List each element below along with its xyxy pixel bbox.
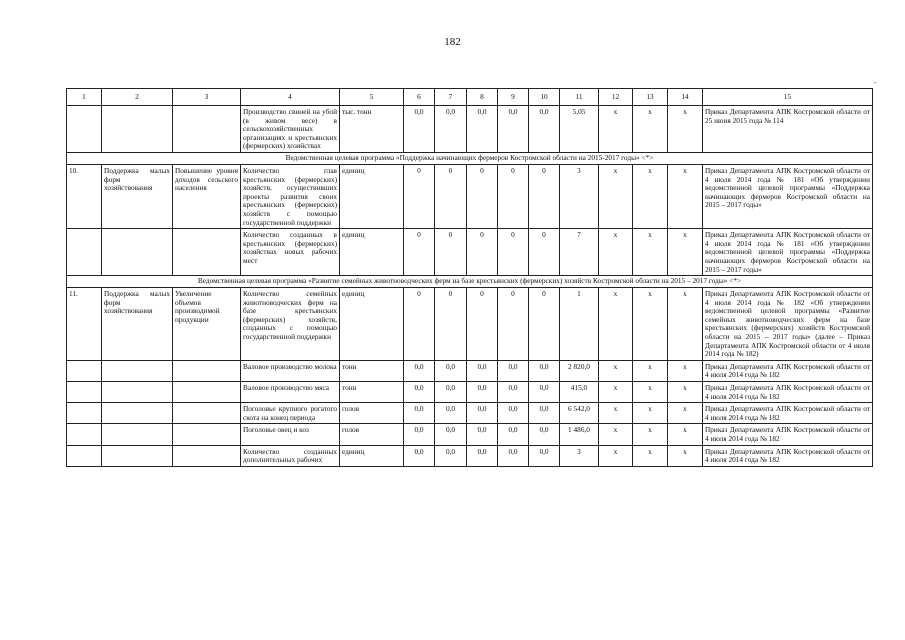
column-header: 13 [633, 89, 668, 106]
row-number [67, 106, 102, 153]
value-cell: 0,0 [467, 445, 498, 466]
goal-cell [173, 382, 241, 403]
goal-cell [173, 403, 241, 424]
value-cell: 0,0 [467, 106, 498, 153]
column-header: 12 [599, 89, 633, 106]
row-number [67, 382, 102, 403]
direction-cell [102, 403, 173, 424]
value-cell: 0 [435, 164, 467, 228]
table-row [67, 164, 873, 228]
value-cell: x [668, 424, 703, 445]
value-cell: 0,0 [498, 403, 529, 424]
value-cell: 0,0 [498, 382, 529, 403]
source-cell: Приказ Департамента АПК Костромской области от 4 июля 2014 года № 182 [703, 445, 873, 466]
value-cell: 0,0 [435, 382, 467, 403]
indicator-cell: Количество созданных в крестьянских (фермерских) хозяйствах новых рабочих мест [241, 229, 340, 276]
value-cell: 0,0 [498, 445, 529, 466]
value-cell: 0,0 [435, 106, 467, 153]
value-cell: 0 [467, 288, 498, 361]
value-cell: 5,05 [560, 106, 599, 153]
value-cell: x [633, 106, 668, 153]
value-cell: 0,0 [529, 106, 560, 153]
value-cell: 0 [529, 164, 560, 228]
value-cell: 0,0 [404, 403, 435, 424]
value-cell: 0,0 [467, 382, 498, 403]
goal-cell: Увеличение объемов производимой продукции [173, 288, 241, 361]
column-header: 5 [340, 89, 404, 106]
value-cell: x [668, 164, 703, 228]
row-number [67, 360, 102, 381]
unit-cell: единиц [340, 164, 404, 228]
value-cell: 0,0 [435, 403, 467, 424]
value-cell: 0,0 [435, 445, 467, 466]
program-heading-row [67, 276, 873, 288]
direction-cell [102, 229, 173, 276]
program-heading-row [67, 152, 873, 164]
source-cell: Приказ Департамента АПК Костромской области от 4 июля 2014 года № 182 [703, 382, 873, 403]
value-cell: 0 [498, 288, 529, 361]
value-cell: 1 [560, 288, 599, 361]
value-cell: x [633, 382, 668, 403]
value-cell: 0,0 [529, 424, 560, 445]
table-row [67, 424, 873, 445]
unit-cell: тыс. тонн [340, 106, 404, 153]
column-header: 10 [529, 89, 560, 106]
value-cell: x [599, 445, 633, 466]
source-cell: Приказ Департамента АПК Костромской области от 4 июля 2014 года № 182 [703, 424, 873, 445]
value-cell: x [668, 403, 703, 424]
value-cell: x [599, 403, 633, 424]
value-cell: 0 [529, 229, 560, 276]
indicator-cell: Поголовье крупного рогатого скота на конец периода [241, 403, 340, 424]
column-header: 9 [498, 89, 529, 106]
direction-cell [102, 360, 173, 381]
value-cell: x [633, 164, 668, 228]
value-cell: x [633, 445, 668, 466]
value-cell: x [599, 424, 633, 445]
table-row [67, 229, 873, 276]
value-cell: 3 [560, 445, 599, 466]
source-cell: Приказ Департамента АПК Костромской области от 4 июля 2014 года № 182 [703, 360, 873, 381]
source-cell: Приказ Департамента АПК Костромской области от 4 июля 2014 года № 182 [703, 403, 873, 424]
value-cell: 0,0 [467, 403, 498, 424]
value-cell: 6 542,0 [560, 403, 599, 424]
source-cell: Приказ Департамента АПК Костромской области от 25 июня 2015 года № 114 [703, 106, 873, 153]
value-cell: 0,0 [529, 403, 560, 424]
page-number: 182 [444, 36, 461, 48]
value-cell: x [599, 106, 633, 153]
column-header: 7 [435, 89, 467, 106]
row-number: 11. [67, 288, 102, 361]
direction-cell [102, 106, 173, 153]
value-cell: 0,0 [529, 360, 560, 381]
column-header: 3 [173, 89, 241, 106]
value-cell: 415,0 [560, 382, 599, 403]
column-header: 15 [703, 89, 873, 106]
column-header: 14 [668, 89, 703, 106]
value-cell: x [668, 288, 703, 361]
value-cell: 0,0 [529, 445, 560, 466]
direction-cell [102, 424, 173, 445]
value-cell: 0 [435, 288, 467, 361]
value-cell: 3 [560, 164, 599, 228]
indicator-cell: Количество созданных дополнительных рабочих [241, 445, 340, 466]
value-cell: x [668, 445, 703, 466]
edge-mark: - [874, 78, 877, 87]
indicator-cell: Валовое производство мяса [241, 382, 340, 403]
row-number [67, 403, 102, 424]
value-cell: 0 [404, 229, 435, 276]
value-cell: x [668, 360, 703, 381]
unit-cell: тонн [340, 360, 404, 381]
goal-cell: Повышение уровня доходов сельского населения [173, 164, 241, 228]
direction-cell [102, 445, 173, 466]
value-cell: 0 [404, 164, 435, 228]
goal-cell [173, 360, 241, 381]
value-cell: 1 486,0 [560, 424, 599, 445]
row-number [67, 424, 102, 445]
value-cell: 0 [404, 288, 435, 361]
unit-cell: тонн [340, 382, 404, 403]
value-cell: x [599, 382, 633, 403]
value-cell: 0,0 [404, 106, 435, 153]
value-cell: x [633, 403, 668, 424]
row-number: 10. [67, 164, 102, 228]
direction-cell: Поддержка малых форм хозяйствования [102, 164, 173, 228]
source-cell: Приказ Департамента АПК Костромской области от 4 июля 2014 года № 182 «Об утверждении ведомственной целевой программы «Развитие семейных животноводческих ферм на базе крестьянских (фермерских) хозяйств Костромской области на 2015 – 2017 годы» (далее – Приказ Департамента АПК Костромской области от 4 июля 2014 года № 182) [703, 288, 873, 361]
value-cell: x [599, 229, 633, 276]
column-header: 11 [560, 89, 599, 106]
column-header: 4 [241, 89, 340, 106]
value-cell: 7 [560, 229, 599, 276]
value-cell: 0 [467, 229, 498, 276]
table-row [67, 106, 873, 153]
value-cell: x [633, 288, 668, 361]
value-cell: x [599, 360, 633, 381]
value-cell: x [633, 424, 668, 445]
indicator-cell: Производство свиней на убой (в живом весе) в сельскохозяйственных организациях и крестьянских (фермерских) хозяйствах [241, 106, 340, 153]
table-row [67, 382, 873, 403]
value-cell: 0,0 [435, 360, 467, 381]
unit-cell: единиц [340, 445, 404, 466]
value-cell: 0,0 [467, 360, 498, 381]
indicator-cell: Количество семейных животноводческих ферм на базе крестьянских (фермерских) хозяйств, созданных с помощью государственной поддержки [241, 288, 340, 361]
value-cell: 0 [435, 229, 467, 276]
value-cell: 2 820,0 [560, 360, 599, 381]
value-cell: x [599, 164, 633, 228]
indicator-cell: Поголовье овец и коз [241, 424, 340, 445]
indicator-cell: Валовое производство молока [241, 360, 340, 381]
value-cell: x [633, 360, 668, 381]
value-cell: 0,0 [435, 424, 467, 445]
value-cell: x [668, 382, 703, 403]
value-cell: 0 [498, 229, 529, 276]
table-row [67, 445, 873, 466]
goal-cell [173, 229, 241, 276]
direction-cell: Поддержка малых форм хозяйствования [102, 288, 173, 361]
table-body [67, 106, 873, 467]
header-row [67, 89, 873, 106]
value-cell: 0 [529, 288, 560, 361]
indicators-table [66, 88, 873, 467]
goal-cell [173, 106, 241, 153]
unit-cell: единиц [340, 229, 404, 276]
value-cell: 0,0 [404, 424, 435, 445]
value-cell: 0,0 [467, 424, 498, 445]
unit-cell: единиц [340, 288, 404, 361]
column-header: 2 [102, 89, 173, 106]
value-cell: 0,0 [498, 106, 529, 153]
direction-cell [102, 382, 173, 403]
table-row [67, 403, 873, 424]
indicator-cell: Количество глав крестьянских (фермерских) хозяйств, осуществивших проекты развития своих крестьянских (фермерских) хозяйств с помощью государственной поддержки [241, 164, 340, 228]
value-cell: x [668, 106, 703, 153]
value-cell: 0,0 [404, 382, 435, 403]
program-heading: Ведомственная целевая программа «Развитие семейных животноводческих ферм на базе крестьянских (фермерских) хозяйств Костромской области на 2015 – 2017 годы» <*> [67, 276, 873, 288]
column-header: 6 [404, 89, 435, 106]
value-cell: x [633, 229, 668, 276]
goal-cell [173, 445, 241, 466]
value-cell: 0,0 [404, 360, 435, 381]
value-cell: 0,0 [529, 382, 560, 403]
value-cell: 0,0 [498, 360, 529, 381]
row-number [67, 229, 102, 276]
value-cell: x [668, 229, 703, 276]
source-cell: Приказ Департамента АПК Костромской области от 4 июля 2014 года № 181 «Об утверждении ведомственной целевой программы «Поддержка начинающих фермеров Костромской области на 2015 – 2017 годы» [703, 229, 873, 276]
value-cell: x [599, 288, 633, 361]
source-cell: Приказ Департамента АПК Костромской области от 4 июля 2014 года № 181 «Об утверждении ведомственной целевой программы «Поддержка начинающих фермеров Костромской области на 2015 – 2017 годы» [703, 164, 873, 228]
value-cell: 0 [498, 164, 529, 228]
table-row [67, 360, 873, 381]
table-row [67, 288, 873, 361]
column-header: 1 [67, 89, 102, 106]
program-heading: Ведомственная целевая программа «Поддержка начинающих фермеров Костромской области на 2015-2017 годы» <*> [67, 152, 873, 164]
row-number [67, 445, 102, 466]
column-header: 8 [467, 89, 498, 106]
value-cell: 0 [467, 164, 498, 228]
value-cell: 0,0 [498, 424, 529, 445]
value-cell: 0,0 [404, 445, 435, 466]
goal-cell [173, 424, 241, 445]
unit-cell: голов [340, 403, 404, 424]
unit-cell: голов [340, 424, 404, 445]
